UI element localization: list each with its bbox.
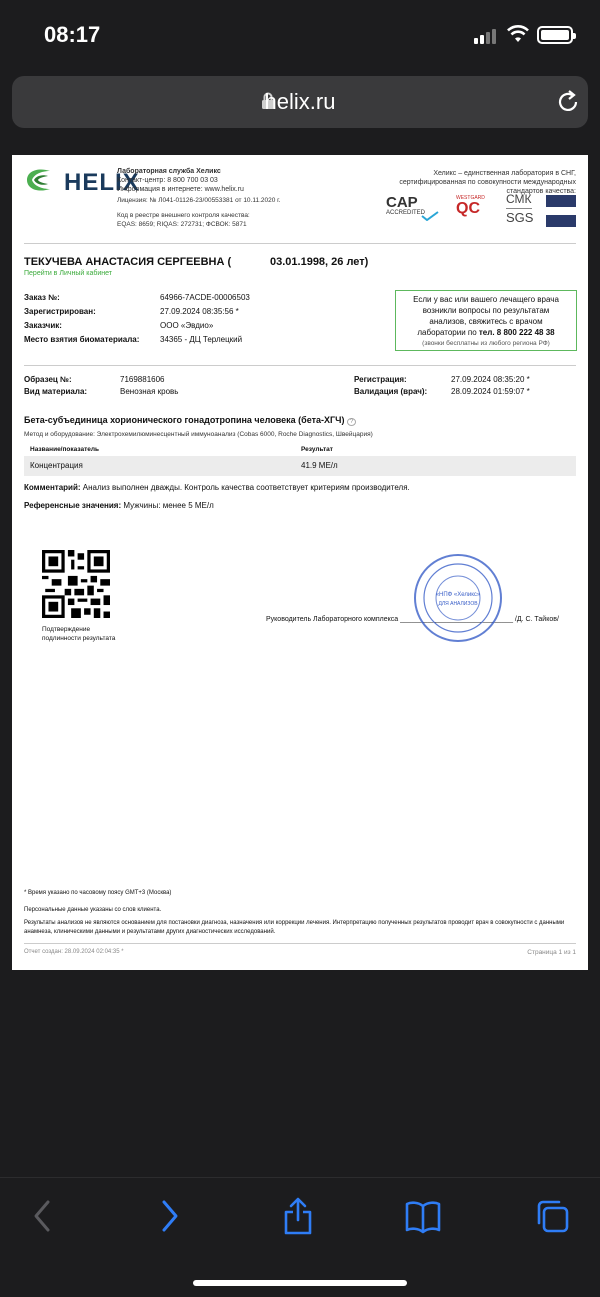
patient-dob: 03.01.1998, 26 лет) (270, 256, 369, 268)
customer-label: Заказчик: (24, 321, 62, 330)
refs-label: Референсные значения: (24, 501, 122, 510)
timezone-note: * Время указано по часовому поясу GMT+3 (Москва) (24, 890, 172, 896)
address-bar[interactable] (12, 76, 588, 128)
material-label: Вид материала: (24, 387, 88, 396)
order-number-value: 64966-7ACDE-00006503 (160, 293, 250, 302)
test-title-text: Бета-субъединица хорионического гонадотропина человека (бета-ХГЧ) (24, 415, 345, 425)
qc-text: QC (456, 200, 480, 217)
logo-text: HELIX (64, 169, 140, 196)
share-button[interactable] (282, 1196, 314, 1236)
lab-report-document (12, 155, 588, 970)
quality-badge-logo (546, 195, 576, 227)
results-table-header (24, 446, 576, 456)
bookmarks-button[interactable] (404, 1200, 442, 1234)
westgard-qc-logo (456, 195, 485, 217)
home-indicator[interactable] (193, 1280, 407, 1286)
page-number: Страница 1 из 1 (527, 949, 576, 956)
cap-text: CAP (386, 194, 418, 211)
lab-contacts (117, 167, 244, 194)
lab-registry (117, 211, 250, 229)
collection-place-value: 34365 - ДЦ Терлецкий (160, 335, 243, 344)
row-name: Концентрация (30, 461, 83, 470)
header-divider (24, 243, 576, 244)
order-divider (24, 365, 576, 366)
col-name-header: Название/показатель (30, 446, 100, 453)
wifi-icon (506, 24, 530, 44)
svg-text:ДЛЯ АНАЛИЗОВ: ДЛЯ АНАЛИЗОВ (438, 601, 478, 607)
material-value: Венозная кровь (120, 387, 179, 396)
lab-website: Информация в интернете: www.helix.ru (117, 186, 244, 193)
lab-contact-center: Контакт-центр: 8 800 700 03 03 (117, 177, 218, 184)
smk-text: СМК (506, 192, 532, 206)
note-line2: возникли вопросы по результатам (422, 306, 550, 315)
helix-logo (24, 165, 140, 196)
note-line1: Если у вас или вашего лечащего врача (413, 295, 559, 304)
note-line3: анализов, свяжитесь с врачом (429, 317, 543, 326)
doctor-contact-note (395, 290, 577, 351)
lab-license: Лицензия: № Л041-01126-23/00553381 от 10.11.2020 г. (117, 197, 281, 204)
cert-line1: Хеликс – единственная лаборатория в СНГ, (433, 170, 576, 177)
cert-line3: стандартов качества: (506, 188, 576, 195)
disclaimer-note: Результаты анализов не являются основанием для постановки диагноза, назначения или коррекции лечения. Интерпретацию полученных результатов проводит врач в совокупности с данными анамнеза, клиническими данными и результатами других диагностических исследований. (24, 920, 565, 935)
registration-label: Регистрация: (354, 375, 407, 384)
comment (24, 483, 410, 492)
sample-label: Образец №: (24, 375, 72, 384)
lab-stamp-icon (412, 552, 504, 644)
status-bar (0, 0, 600, 70)
note-line4: лаборатории по тел. 8 800 222 48 38 (417, 328, 555, 337)
smk-sgs-logo (506, 193, 533, 225)
back-button[interactable] (30, 1198, 54, 1234)
note-line5: (звонки бесплатны из любого региона РФ) (422, 340, 550, 347)
helix-logo-icon (24, 165, 54, 195)
footer-divider (24, 943, 576, 944)
battery-icon (537, 26, 573, 44)
cert-line2: сертифицированная по совокупности международных (399, 179, 576, 186)
personal-cabinet-link[interactable]: Перейти в Личный кабинет (24, 270, 113, 277)
lab-name: Лабораторная служба Хеликс (117, 168, 221, 175)
westgard-text: WESTGARD (456, 195, 485, 201)
test-method: Метод и оборудование: Электрохемилюминесцентный иммуноанализ (Cobas 6000, Roche Diagnostics, Швейцария) (24, 431, 373, 438)
refs-text: Мужчины: менее 5 МЕ/л (121, 501, 214, 510)
order-number-label: Заказ №: (24, 293, 60, 302)
table-row (24, 456, 576, 476)
registered-value: 27.09.2024 08:35:56 * (160, 307, 239, 316)
report-created: Отчет создан: 28.09.2024 02:04:35 * (24, 949, 124, 955)
comment-label: Комментарий: (24, 483, 81, 492)
customer-value: ООО «Эвдио» (160, 321, 214, 330)
registered-label: Зарегистрирован: (24, 307, 96, 316)
reload-icon[interactable] (554, 88, 582, 116)
personal-data-note: Персональные данные указаны со слов клиента. (24, 907, 162, 913)
signature-line: Руководитель Лабораторного комплекса _____________________________ /Д. С. Тайков/ (266, 616, 559, 623)
help-icon[interactable]: ? (347, 418, 356, 426)
validation-label: Валидация (врач): (354, 387, 428, 396)
certification-text (356, 169, 576, 196)
sgs-text: SGS (506, 210, 534, 225)
status-time: 08:17 (44, 22, 101, 47)
patient-name: ТЕКУЧЕВА АНАСТАСИЯ СЕРГЕЕВНА ( (24, 256, 232, 268)
check-icon (420, 211, 440, 221)
row-result: 41.9 МЕ/л (301, 461, 338, 470)
qr-caption: Подтверждение подлинности результата (42, 626, 116, 642)
cap-sub-text: ACCREDITED (386, 210, 426, 216)
lab-phone[interactable]: тел. 8 800 222 48 38 (478, 328, 555, 337)
tabs-button[interactable] (534, 1198, 570, 1234)
test-title (24, 415, 356, 425)
browser-toolbar (0, 1177, 600, 1297)
svg-text:«НПФ «Хеликс»: «НПФ «Хеликс» (435, 592, 481, 598)
sample-value: 7169881606 (120, 375, 165, 384)
cap-accredited-logo (386, 195, 425, 216)
registry-line2: EQAS: 8659; RIQAS: 272731; ФСВОК: 5871 (117, 221, 247, 228)
col-result-header: Результат (301, 446, 333, 453)
registration-value: 27.09.2024 08:35:20 * (451, 375, 530, 384)
collection-place-label: Место взятия биоматериала: (24, 335, 140, 344)
url-text: helix.ru (264, 89, 336, 114)
forward-button[interactable] (158, 1198, 182, 1234)
validation-value: 28.09.2024 01:59:07 * (451, 387, 530, 396)
qr-code-icon[interactable] (42, 550, 110, 618)
registry-line1: Код в реестре внешнего контроля качества: (117, 212, 250, 219)
comment-text: Анализ выполнен дважды. Контроль качества соответствует критериям производителя. (80, 483, 410, 492)
reference-values (24, 501, 214, 510)
cellular-signal-icon (474, 28, 500, 44)
